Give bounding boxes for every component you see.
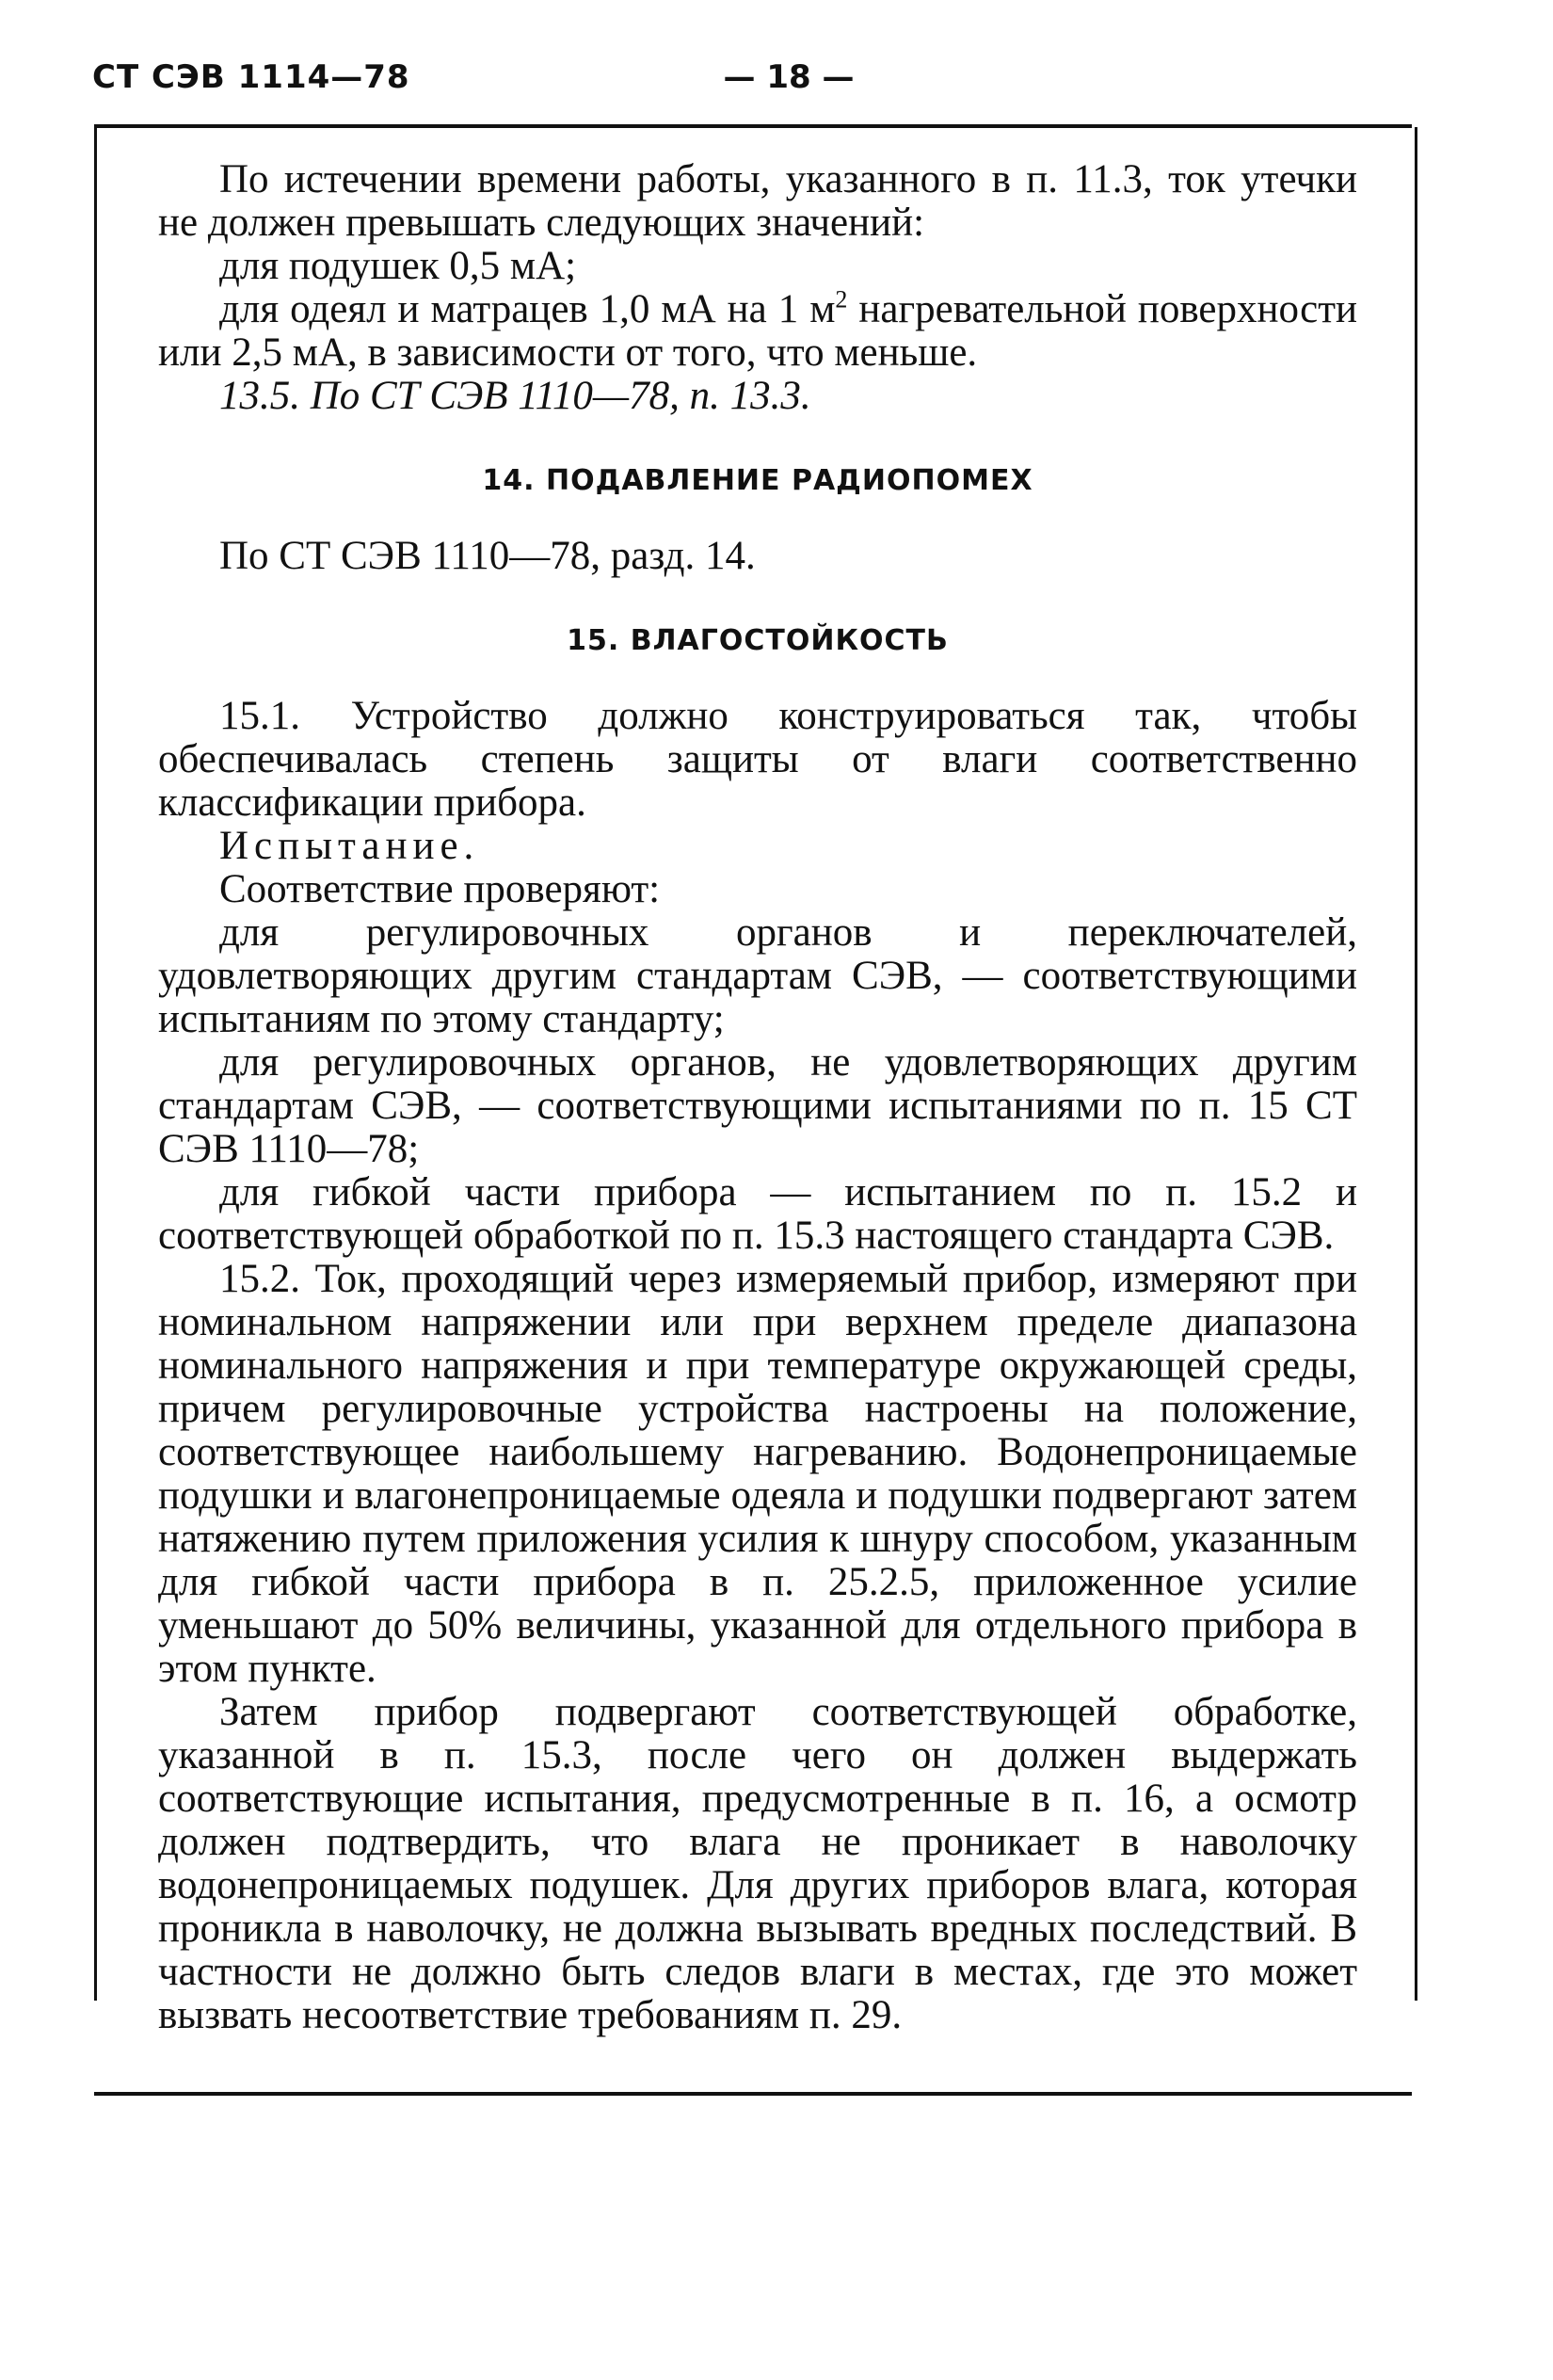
paragraph-leakage-current: По истечении времени работы, указанного в п. 11.3, ток утечки не должен превышать следующих значений: [158,157,1357,245]
paragraph-final: Затем прибор подвергают соответствующей обработке, указанной в п. 15.3, после чего он должен выдержать соответствующие испытания, предусмотренные в п. 16, а осмотр должен подтвердить, что влага не проникает в наволочку водонепроницаемых подушек. Для других приборов влага, которая проникла в наволочку, не должна вызывать вредных последствий. В частности не должно быть следов влаги в местах, где это может вызвать несоответствие требованиям п. 29. [158,1690,1357,2037]
document-body [158,158,1357,2037]
section-heading-14: 14. ПОДАВЛЕНИЕ РАДИОПОМЕХ [482,464,1033,497]
check-item-2: для регулировочных органов, не удовлетворяющих другим стандартам СЭВ, — соответствующими испытаниями по п. 15 СТ СЭВ 1110—78; [158,1040,1357,1171]
blankets-text-b: нагревательной поверхности или 2,5 мА, в зависимости от того, что меньше. [158,287,1357,375]
blankets-text-a: для одеял и матрацев 1,0 мА на 1 м [219,287,836,331]
page-number: — 18 — [723,58,855,96]
frame-bottom-rule [94,2092,1412,2096]
list-item-blankets [158,285,1357,375]
check-item-3: для гибкой части прибора — испытанием по п. 15.2 и соответствующей обработкой по п. 15.3 настоящего стандарта СЭВ. [158,1170,1357,1258]
paragraph-15-1: 15.1. Устройство должно конструироваться так, чтобы обеспечивалась степень защиты от влаги соответственно классификации прибора. [158,694,1357,825]
page-header [92,58,1410,115]
test-label: Испытание. [219,824,480,868]
check-item-1: для регулировочных органов и переключателей, удовлетворяющих другим стандартам СЭВ, — соответствующими испытаниям по этому стандарту; [158,910,1357,1041]
paragraph-14: По СТ СЭВ 1110—78, разд. 14. [219,534,756,578]
section-heading-15: 15. ВЛАГОСТОЙКОСТЬ [567,624,949,657]
paragraph-15-2: 15.2. Ток, проходящий через измеряемый прибор, измеряют при номинальном напряжении или при верхнем пределе диапазона номинального напряжения и при температуре окружающей среды, причем регулировочные устройства настроены на положение, соответствующее наибольшему нагреванию. Водонепроницаемые подушки и влагонепроницаемые одеяла и подушки подвергают затем натяжению путем приложения усилия к шнуру способом, указанным для гибкой части прибора в п. 25.2.5, приложенное усилие уменьшают до 50% величины, указанной для отдельного прибора в этом пункте. [158,1257,1357,1691]
list-item-pillows: для подушек 0,5 мА; [219,244,577,288]
paragraph-13-5: 13.5. По СТ СЭВ 1110—78, п. 13.3. [219,374,811,418]
check-intro: Соответствие проверяют: [219,867,661,911]
superscript-2: 2 [835,285,848,314]
document-code: СТ СЭВ 1114—78 [92,58,410,96]
